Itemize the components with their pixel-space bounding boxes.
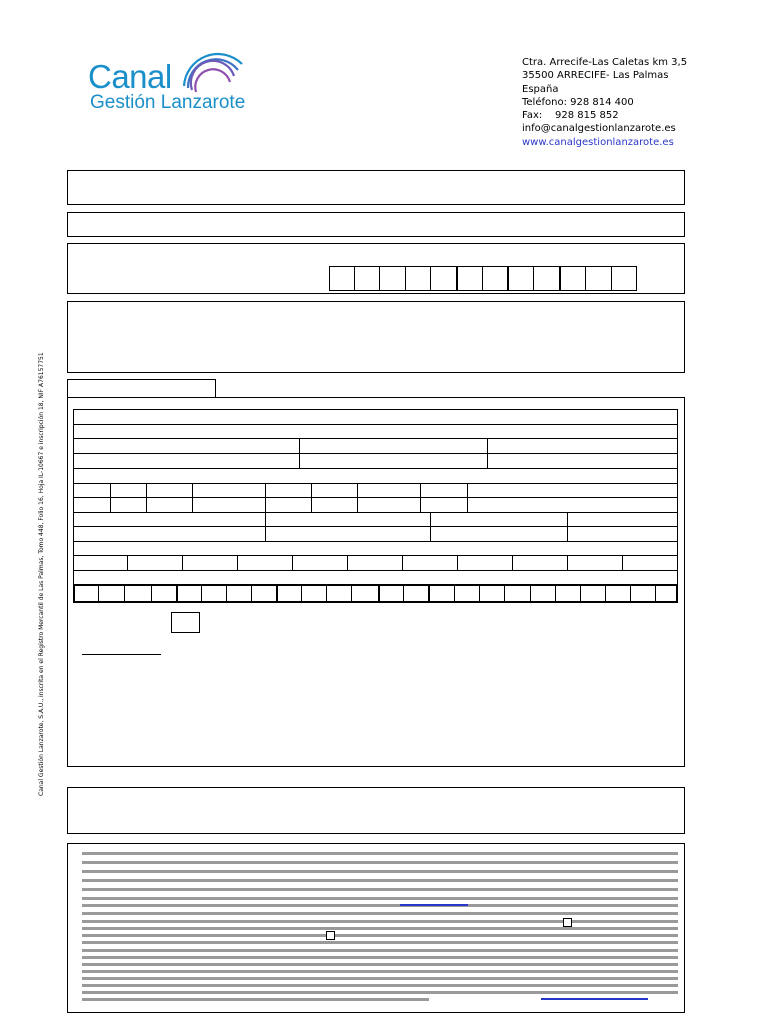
logo-arcs-icon (176, 50, 246, 94)
fax-text: Fax: 928 815 852 (522, 110, 619, 122)
signature-line (82, 654, 161, 655)
iban-digit-cells[interactable] (73, 584, 678, 603)
address-line: España (522, 83, 559, 95)
description-box (67, 301, 685, 373)
address-line: 35500 ARRECIFE- Las Palmas (522, 70, 669, 82)
website-link[interactable]: www.canalgestionlanzarote.es (522, 136, 674, 148)
small-input-box[interactable] (171, 612, 200, 633)
company-logo (88, 48, 258, 118)
consent-checkbox-2[interactable] (326, 931, 335, 940)
form-subtitle-box (67, 212, 685, 237)
legal-text-lines (82, 852, 678, 1002)
account-digit-cells[interactable] (329, 266, 637, 291)
form-title-box (67, 170, 685, 205)
email-text[interactable]: info@canalgestionlanzarote.es (522, 123, 676, 135)
consent-checkbox-1[interactable] (563, 918, 572, 927)
company-address (522, 56, 752, 149)
sidebar-legal-text: Canal Gestión Lanzarote, S.A.U., inscrita en el Registro Mercantil de Las Palmas, Tomo 448, Folio 16, Hoja IL-10667 e inscripción 18, NIF A76157751 (38, 352, 45, 796)
section-tab (67, 379, 216, 398)
observations-box (67, 787, 685, 834)
address-line: Ctra. Arrecife-Las Caletas km 3,5 (522, 57, 688, 68)
logo-title: Canal (88, 58, 172, 95)
logo-subtitle: Gestión Lanzarote (90, 92, 246, 113)
phone-text: Teléfono: 928 814 400 (522, 96, 634, 108)
data-grid (73, 409, 678, 604)
